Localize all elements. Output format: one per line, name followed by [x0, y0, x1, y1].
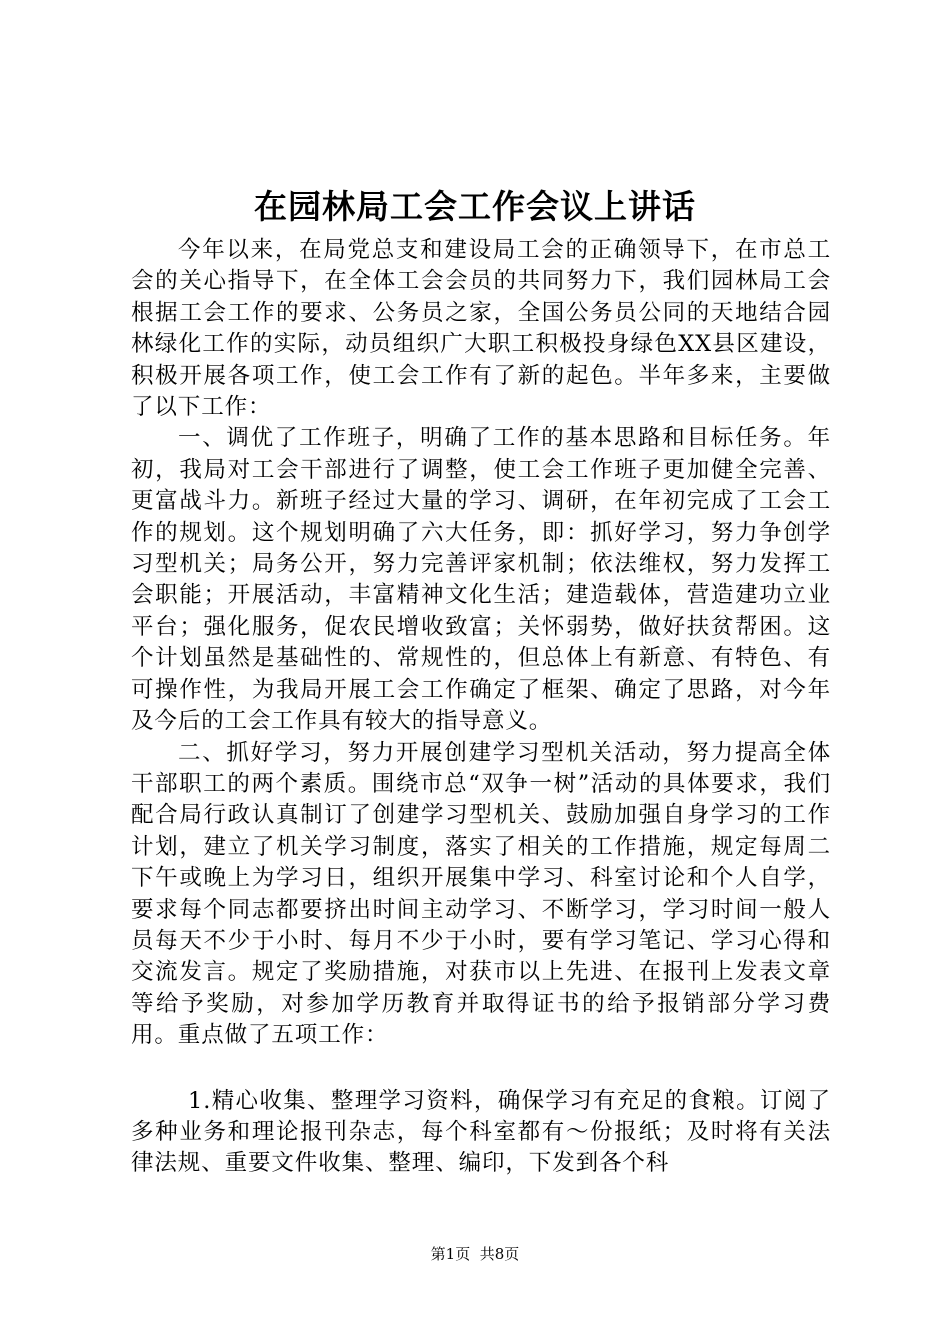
- paragraph-intro: 今年以来，在局党总支和建设局工会的正确领导下，在市总工会的关心指导下，在全体工会会员的共同努力下，我们园林局工会根据工会工作的要求、公务员之家，全国公务员公同的天地结合园林绿化工作的实际，动员组织广大职工积极投身绿色XX县区建设，积极开展各项工作，使工会工作有了新的起色。半年多来，主要做了以下工作：: [131, 237, 831, 421]
- document-body: [131, 235, 831, 1180]
- paragraph-section-two: 二、抓好学习，努力开展创建学习型机关活动，努力提高全体干部职工的两个素质。围绕市总“双争一树”活动的具体要求，我们配合局行政认真制订了创建学习型机关、鼓励加强自身学习的工作计划，建立了机关学习制度，落实了相关的工作措施，规定每周二下午或晚上为学习日，组织开展集中学习、科室讨论和个人自学，要求每个同志都要挤出时间主动学习、不断学习，学习时间一般人员每天不少于小时、每月不少于小时，要有学习笔记、学习心得和交流发言。规定了奖励措施，对获市以上先进、在报刊上发表文章等给予奖励，对参加学历教育并取得证书的给予报销部分学习费用。重点做了五项工作：: [131, 739, 831, 1049]
- paragraph-section-one: 一、调优了工作班子，明确了工作的基本思路和目标任务。年初，我局对工会干部进行了调整，使工会工作班子更加健全完善、更富战斗力。新班子经过大量的学习、调研，在年初完成了工会工作的规划。这个规划明确了六大任务，即：抓好学习，努力争创学习型机关；局务公开，努力完善评家机制；依法维权，努力发挥工会职能；开展活动，丰富精神文化生活；建造载体，营造建功立业平台；强化服务，促农民增收致富；关怀弱势，做好扶贫帮困。这个计划虽然是基础性的、常规性的，但总体上有新意、有特色、有可操作性，为我局开展工会工作确定了框架、确定了思路，对今年及今后的工会工作具有较大的指导意义。: [131, 425, 831, 735]
- paragraph-item-one: 1.精心收集、整理学习资料，确保学习有充足的食粮。订阅了多种业务和理论报刊杂志，每个科室都有～份报纸；及时将有关法律法规、重要文件收集、整理、编印，下发到各个科: [131, 1087, 831, 1177]
- page-footer: [0, 1244, 950, 1264]
- page-total: 共8页: [479, 1245, 520, 1263]
- page-number: 第1页: [430, 1245, 471, 1263]
- document-title: 在园林局工会工作会议上讲话: [254, 187, 696, 226]
